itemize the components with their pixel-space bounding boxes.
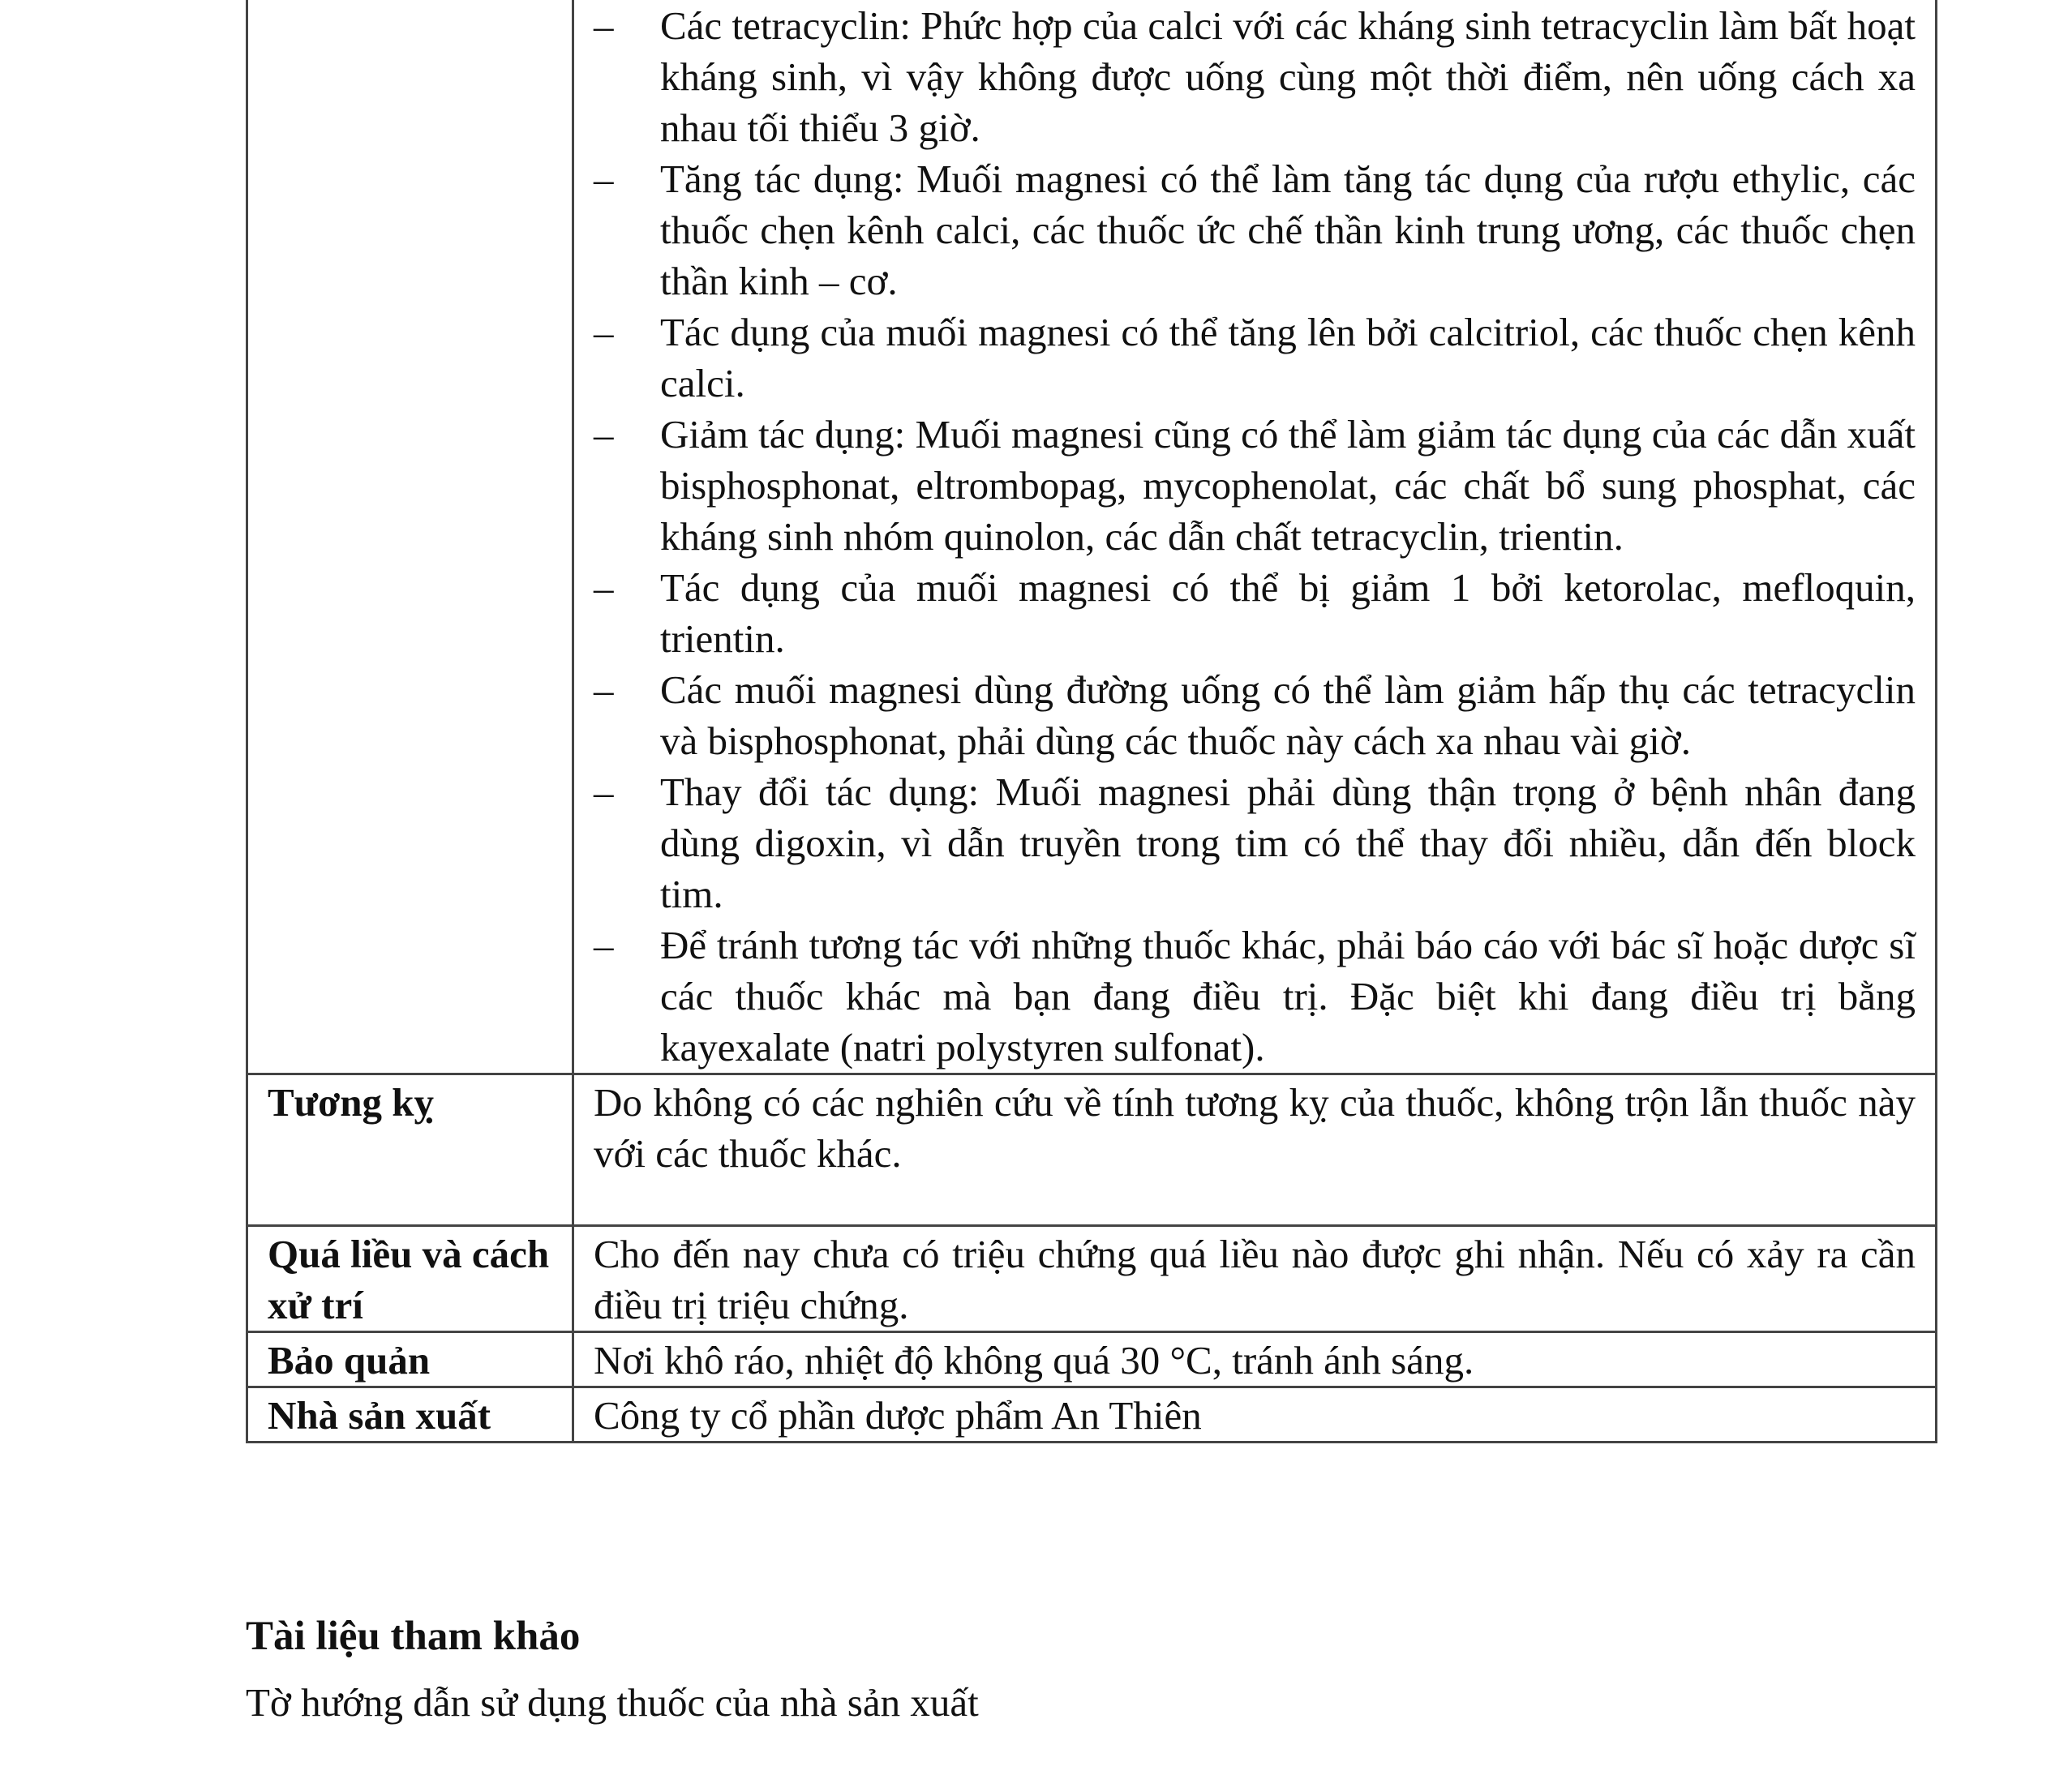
list-item xyxy=(594,562,1916,664)
tuong-ky-text: Do không có các nghiên cứu về tính tương kỵ của thuốc, không trộn lẫn thuốc này với các thuốc khác. xyxy=(573,1074,1937,1226)
interactions-list xyxy=(594,0,1916,1073)
interaction-text: Để tránh tương tác với những thuốc khác, phải báo cáo với bác sĩ hoặc dược sĩ các thuốc khác mà bạn đang điều trị. Đặc biệt khi đang điều trị bằng kayexalate (natri polystyren sulfonat). xyxy=(660,923,1916,1070)
list-item xyxy=(594,766,1916,920)
dash-bullet: – xyxy=(594,310,614,354)
table-row xyxy=(247,1332,1937,1387)
interactions-label-cell xyxy=(247,0,573,1074)
interaction-text: Các tetracyclin: Phức hợp của calci với các kháng sinh tetracyclin làm bất hoạt kháng sinh, vì vậy không được uống cùng một thời điểm, nên uống cách xa nhau tối thiểu 3 giờ. xyxy=(660,3,1916,150)
tuong-ky-label: Tương kỵ xyxy=(247,1074,573,1226)
table-row xyxy=(247,1074,1937,1226)
list-item xyxy=(594,307,1916,409)
list-item xyxy=(594,920,1916,1073)
nha-san-xuat-label: Nhà sản xuất xyxy=(247,1387,573,1443)
dash-bullet: – xyxy=(594,156,614,201)
interaction-text: Tăng tác dụng: Muối magnesi có thể làm tăng tác dụng của rượu ethylic, các thuốc chẹn kênh calci, các thuốc ức chế thần kinh trung ương, các thuốc chẹn thần kinh – cơ. xyxy=(660,156,1916,303)
interaction-text: Các muối magnesi dùng đường uống có thể làm giảm hấp thụ các tetracyclin và bisphosphonat, phải dùng các thuốc này cách xa nhau vài giờ. xyxy=(660,667,1916,763)
references-text: Tờ hướng dẫn sử dụng thuốc của nhà sản xuất xyxy=(246,1680,979,1725)
qua-lieu-label: Quá liều và cách xử trí xyxy=(247,1226,573,1332)
dash-bullet: – xyxy=(594,3,614,48)
dash-bullet: – xyxy=(594,770,614,814)
interaction-text: Tác dụng của muối magnesi có thể bị giảm 1 bởi ketorolac, mefloquin, trientin. xyxy=(660,565,1916,661)
list-item xyxy=(594,409,1916,562)
qua-lieu-text: Cho đến nay chưa có triệu chứng quá liều nào được ghi nhận. Nếu có xảy ra cần điều trị triệu chứng. xyxy=(573,1226,1937,1332)
interaction-text: Thay đổi tác dụng: Muối magnesi phải dùng thận trọng ở bệnh nhân đang dùng digoxin, vì dẫn truyền trong tim có thể thay đổi nhiều, dẫn đến block tim. xyxy=(660,770,1916,916)
list-item xyxy=(594,153,1916,307)
drug-info-table xyxy=(246,0,1937,1443)
table-row xyxy=(247,1226,1937,1332)
dash-bullet: – xyxy=(594,923,614,967)
list-item xyxy=(594,0,1916,153)
dash-bullet: – xyxy=(594,412,614,457)
nha-san-xuat-text: Công ty cổ phần dược phẩm An Thiên xyxy=(573,1387,1937,1443)
bao-quan-label: Bảo quản xyxy=(247,1332,573,1387)
references-heading: Tài liệu tham khảo xyxy=(246,1614,581,1659)
bao-quan-text: Nơi khô ráo, nhiệt độ không quá 30 °C, tránh ánh sáng. xyxy=(573,1332,1937,1387)
interaction-text: Giảm tác dụng: Muối magnesi cũng có thể làm giảm tác dụng của các dẫn xuất bisphosphonat, eltrombopag, mycophenolat, các chất bổ sung phosphat, các kháng sinh nhóm quinolon, các dẫn chất tetracyclin, trientin. xyxy=(660,412,1916,559)
list-item xyxy=(594,664,1916,766)
table-row xyxy=(247,1387,1937,1443)
interactions-content-cell xyxy=(573,0,1937,1074)
dash-bullet: – xyxy=(594,667,614,712)
interactions-row xyxy=(247,0,1937,1074)
interaction-text: Tác dụng của muối magnesi có thể tăng lên bởi calcitriol, các thuốc chẹn kênh calci. xyxy=(660,310,1916,405)
dash-bullet: – xyxy=(594,565,614,610)
